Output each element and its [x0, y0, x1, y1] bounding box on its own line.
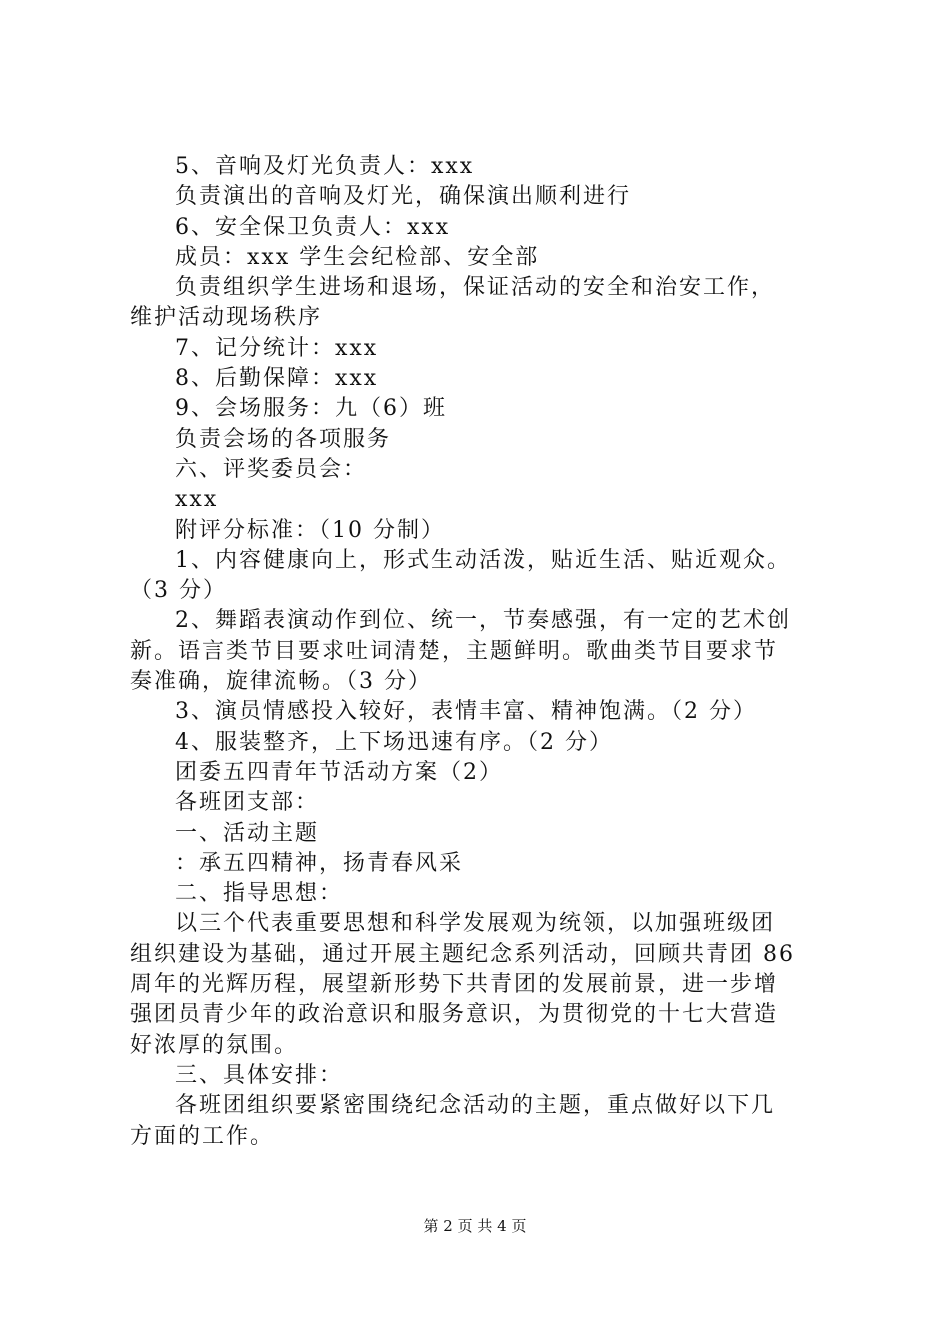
text-line: （3 分） [130, 578, 227, 604]
text-line: 方面的工作。 [130, 1123, 275, 1149]
text-line: 周年的光辉历程，展望新形势下共青团的发展前景，进一步增 [130, 972, 779, 998]
text-line: 负责演出的音响及灯光，确保演出顺利进行 [175, 184, 632, 210]
text-line: 团委五四青年节活动方案（2） [175, 759, 503, 785]
text-line: 9、会场服务：九（6）班 [175, 396, 447, 422]
text-line: 5、音响及灯光负责人：xxx [175, 154, 475, 179]
text-line: 新。语言类节目要求吐词清楚，主题鲜明。歌曲类节目要求节 [130, 638, 779, 664]
text-line: 好浓厚的氛围。 [130, 1032, 299, 1058]
document-body [130, 152, 830, 1152]
text-line: 奏准确，旋律流畅。（3 分） [130, 669, 432, 695]
text-line: 强团员青少年的政治意识和服务意识，为贯彻党的十七大营造 [130, 1002, 779, 1028]
text-line: 组织建设为基础，通过开展主题纪念系列活动，回顾共青团 86 [130, 941, 795, 967]
text-line: 各班团组织要紧密围绕纪念活动的主题，重点做好以下几 [175, 1093, 776, 1119]
page-footer: 第 2 页 共 4 页 [423, 1217, 527, 1235]
text-line: 3、演员情感投入较好，表情丰富、精神饱满。（2 分） [175, 699, 757, 725]
text-line: xxx [175, 487, 219, 513]
text-line: 7、记分统计：xxx [175, 335, 379, 361]
text-line: 8、后勤保障：xxx [175, 366, 379, 392]
text-line: 附评分标准：（10 分制） [175, 517, 445, 543]
text-line: ：承五四精神，扬青春风采 [175, 850, 464, 876]
text-line: 成员：xxx 学生会纪检部、安全部 [175, 244, 540, 270]
text-line: 六、评奖委员会： [175, 456, 368, 482]
text-line: 6、安全保卫负责人：xxx [175, 214, 451, 240]
text-line: 以三个代表重要思想和科学发展观为统领，以加强班级团 [175, 911, 776, 937]
text-line: 一、活动主题 [175, 820, 320, 846]
text-line: 负责会场的各项服务 [175, 426, 392, 452]
text-line: 维护活动现场秩序 [130, 305, 323, 331]
text-line: 1、内容健康向上，形式生动活泼，贴近生活、贴近观众。 [175, 547, 791, 573]
text-line: 2、舞蹈表演动作到位、统一，节奏感强，有一定的艺术创 [175, 608, 791, 634]
text-line: 4、服装整齐，上下场迅速有序。（2 分） [175, 729, 613, 755]
text-line: 负责组织学生进场和退场，保证活动的安全和治安工作， [175, 275, 776, 301]
text-line: 二、指导思想： [175, 881, 344, 907]
text-line: 三、具体安排： [175, 1062, 344, 1088]
text-line: 各班团支部： [175, 790, 320, 816]
